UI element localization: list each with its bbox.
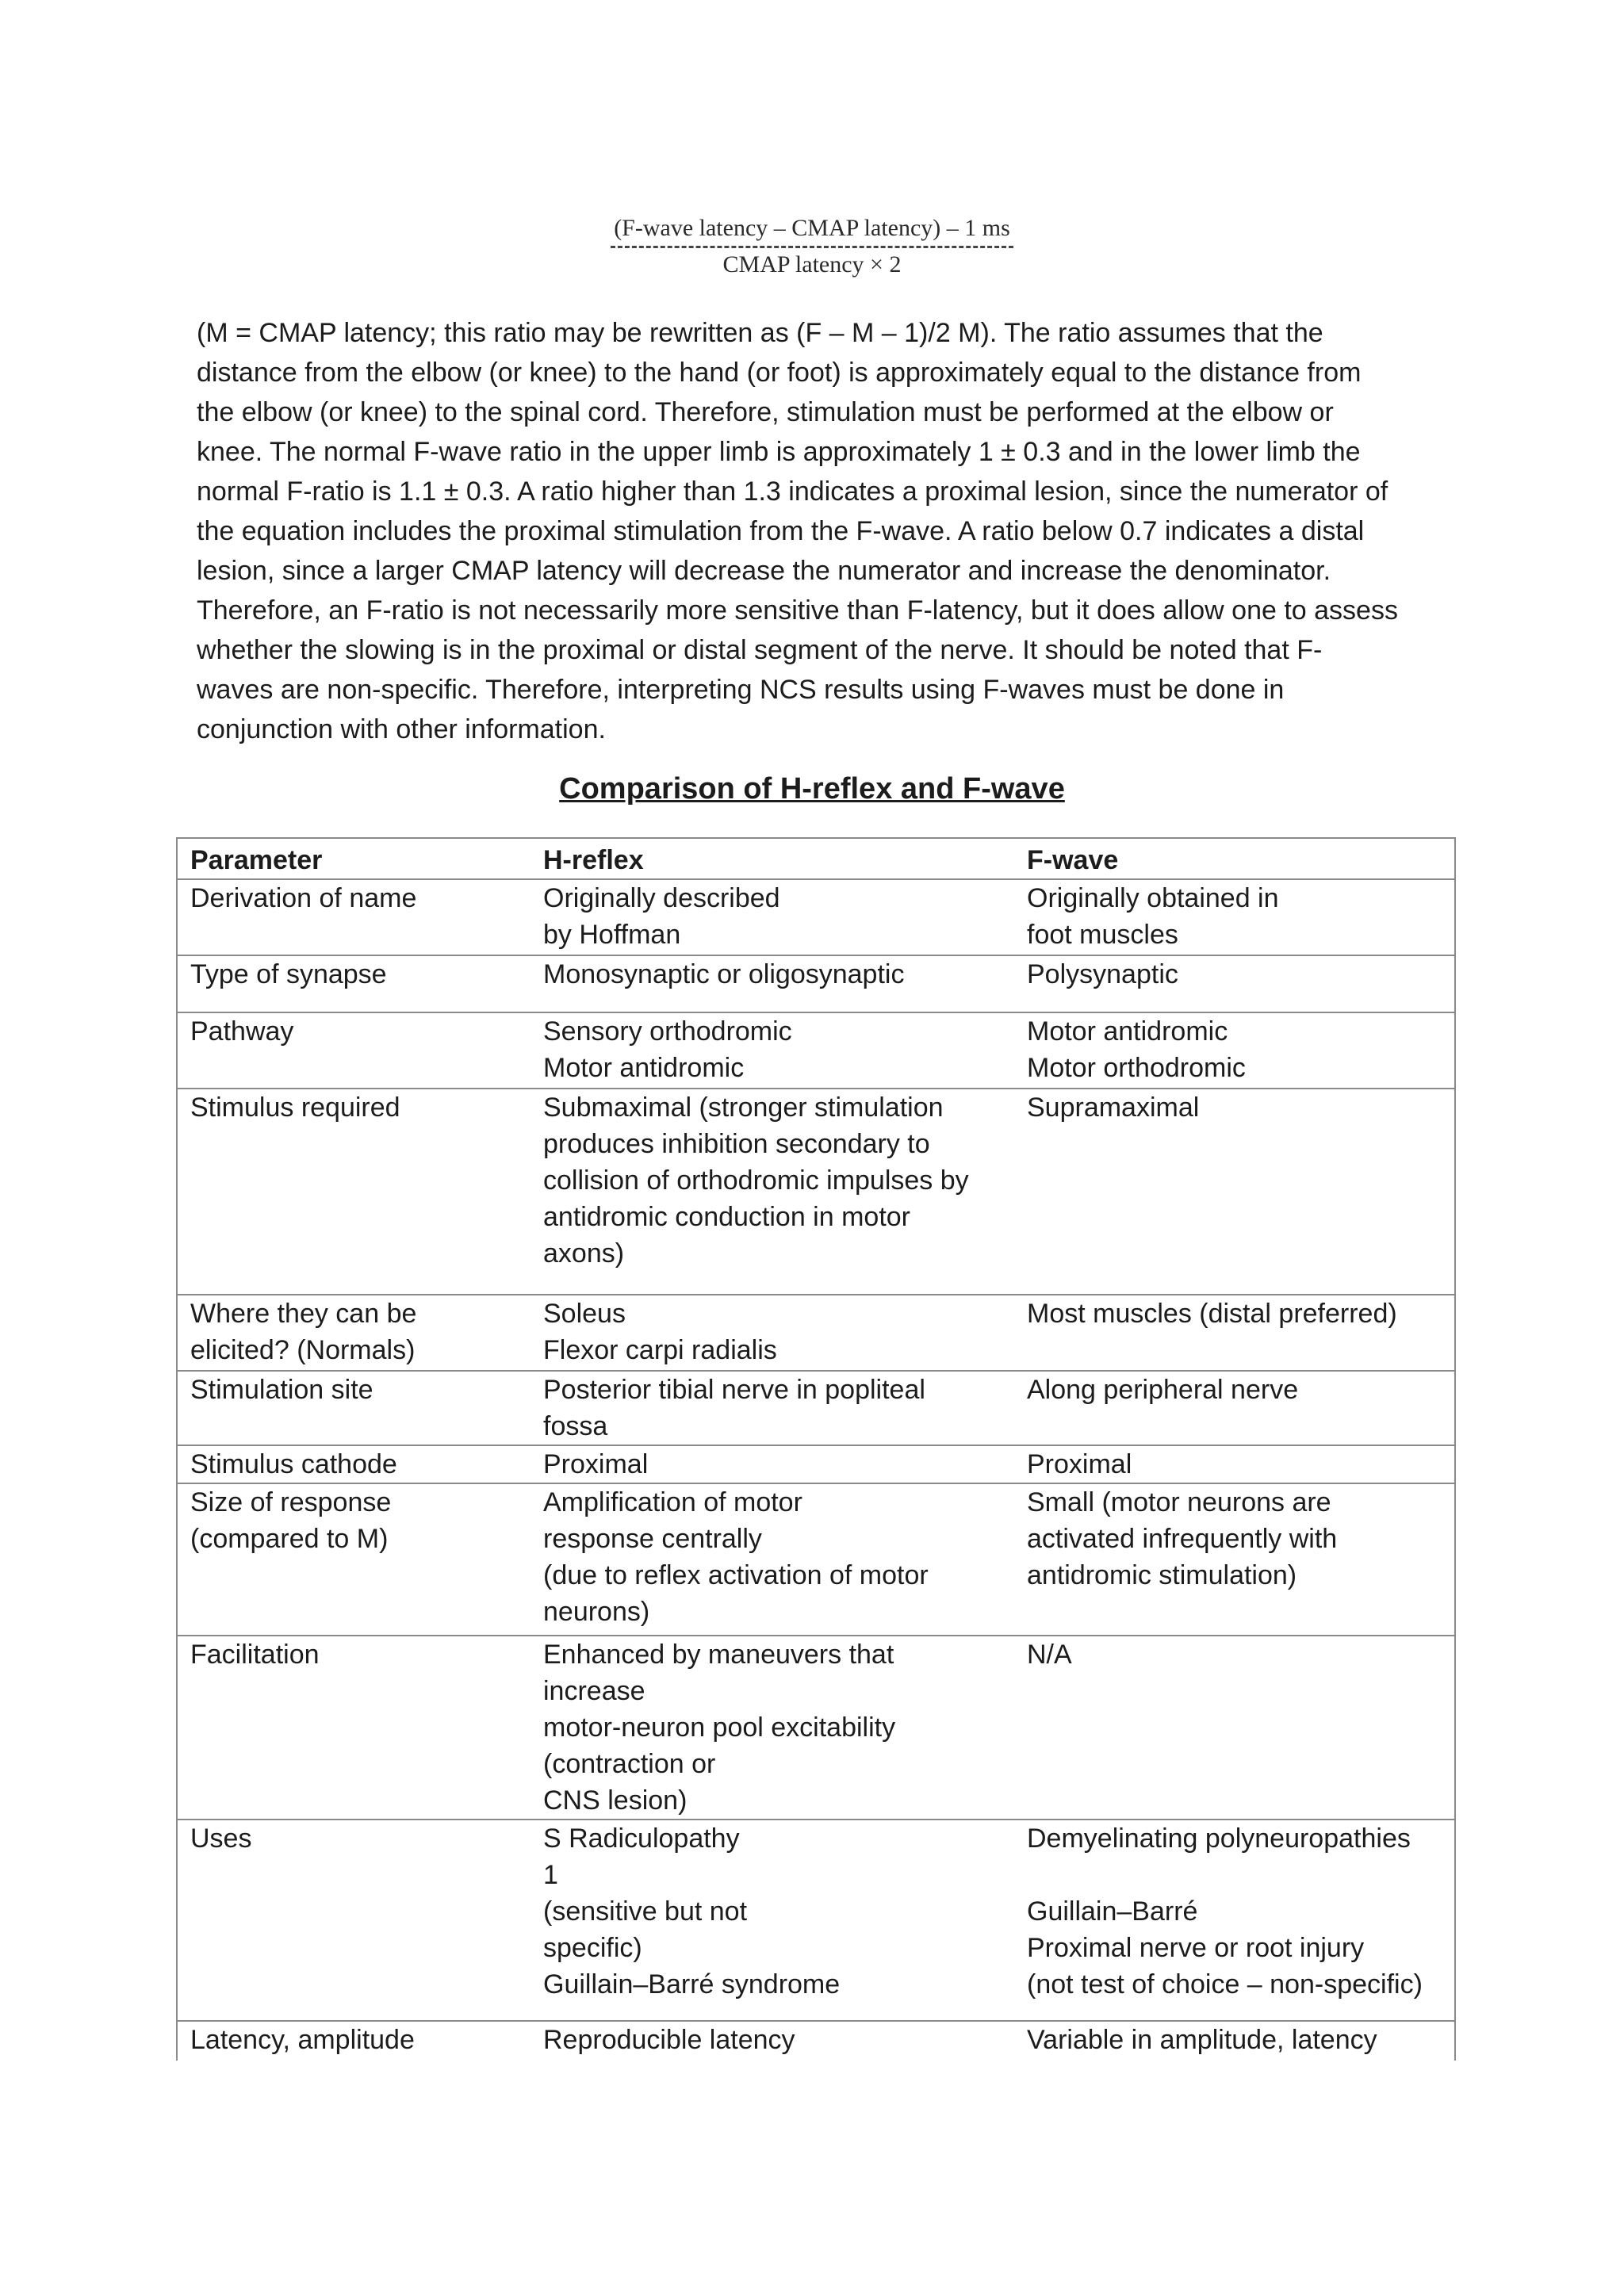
paragraph-line: whether the slowing is in the proximal or distal segment of the nerve. It should be noted that F- [197, 635, 1323, 665]
table-row [177, 2021, 1455, 2061]
table-row [177, 955, 1455, 1012]
cell-h-reflex: Posterior tibial nerve in popliteal fossa [543, 1375, 925, 1441]
cell-parameter: Pathway [190, 1016, 294, 1047]
table-row [177, 1089, 1455, 1295]
cell-parameter: Derivation of name [190, 883, 417, 913]
cell-f-wave: Originally obtained in foot muscles [1027, 883, 1279, 950]
paragraph-line: knee. The normal F-wave ratio in the upper limb is approximately 1 ± 0.3 and in the lower limb the [197, 437, 1361, 467]
cell-h-reflex: Soleus Flexor carpi radialis [543, 1299, 777, 1365]
cell-h-reflex: Amplification of motor response centrally (due to reflex activation of motor neurons) [543, 1487, 929, 1627]
paragraph-line: waves are non-specific. Therefore, interpreting NCS results using F-waves must be done in [197, 675, 1285, 705]
cell-parameter: Facilitation [190, 1640, 320, 1670]
cell-h-reflex: Proximal [543, 1449, 649, 1479]
cell-parameter: Stimulus cathode [190, 1449, 397, 1479]
formula-numerator: (F-wave latency – CMAP latency) – 1 ms [611, 214, 1013, 248]
cell-parameter: Type of synapse [190, 959, 387, 989]
table-row [177, 879, 1455, 955]
header-parameter: Parameter [177, 838, 530, 879]
paragraph-line: distance from the elbow (or knee) to the hand (or foot) is approximately equal to the distance from [197, 358, 1362, 388]
paragraph-line: (M = CMAP latency; this ratio may be rewritten as (F – M – 1)/2 M). The ratio assumes that the [197, 318, 1323, 348]
cell-f-wave: Variable in amplitude, latency [1027, 2025, 1377, 2055]
cell-f-wave: Polysynaptic [1027, 959, 1178, 989]
cell-f-wave: Motor antidromic Motor orthodromic [1027, 1016, 1246, 1083]
cell-h-reflex: Reproducible latency [543, 2025, 795, 2055]
paragraph-line: the elbow (or knee) to the spinal cord. Therefore, stimulation must be performed at the elbow or [197, 397, 1334, 427]
cell-f-wave: Demyelinating polyneuropathies Guillain–Barré Proximal nerve or root injury (not test of choice – non-specific) [1027, 1823, 1423, 1999]
table-row [177, 1483, 1455, 1636]
cell-parameter: Stimulation site [190, 1375, 373, 1405]
cell-h-reflex: Monosynaptic or oligosynaptic [543, 959, 905, 989]
header-f-wave: F-wave [1014, 838, 1455, 879]
cell-f-wave: Supramaximal [1027, 1093, 1200, 1123]
table-row [177, 1445, 1455, 1483]
cell-parameter: Where they can be elicited? (Normals) [190, 1299, 417, 1365]
f-ratio-formula [0, 214, 1624, 280]
cell-f-wave: Most muscles (distal preferred) [1027, 1299, 1397, 1329]
table-row [177, 1295, 1455, 1371]
table-row [177, 1820, 1455, 2021]
paragraph-line: the equation includes the proximal stimulation from the F-wave. A ratio below 0.7 indicates a distal [197, 516, 1365, 546]
table-row [177, 1012, 1455, 1089]
cell-f-wave: N/A [1027, 1640, 1072, 1670]
table-header-row [177, 838, 1455, 879]
cell-f-wave: Along peripheral nerve [1027, 1375, 1299, 1405]
table-title: Comparison of H-reflex and F-wave [559, 772, 1065, 806]
cell-h-reflex: Enhanced by maneuvers that increase motor-neuron pool excitability (contraction or CNS lesion) [543, 1640, 896, 1816]
cell-h-reflex: Originally described by Hoffman [543, 883, 780, 950]
cell-parameter: Stimulus required [190, 1093, 400, 1123]
cell-h-reflex: Submaximal (stronger stimulation produces inhibition secondary to collision of orthodromic impulses by antidromic conduction in motor axons) [543, 1093, 969, 1269]
paragraph-line: normal F-ratio is 1.1 ± 0.3. A ratio higher than 1.3 indicates a proximal lesion, since the numerator of [197, 476, 1388, 507]
explanation-paragraph [197, 313, 1434, 749]
cell-parameter: Size of response (compared to M) [190, 1487, 392, 1554]
cell-f-wave: Proximal [1027, 1449, 1132, 1479]
cell-h-reflex: Sensory orthodromic Motor antidromic [543, 1016, 792, 1083]
paragraph-line: conjunction with other information. [197, 714, 606, 744]
formula-denominator: CMAP latency × 2 [722, 251, 902, 277]
table-row [177, 1371, 1455, 1445]
comparison-table [176, 837, 1456, 2061]
cell-h-reflex: S Radiculopathy 1 (sensitive but not specific) Guillain–Barré syndrome [543, 1823, 841, 1999]
paragraph-line: Therefore, an F-ratio is not necessarily more sensitive than F-latency, but it does allow one to assess [197, 595, 1398, 626]
cell-parameter: Uses [190, 1823, 252, 1854]
header-h-reflex: H-reflex [530, 838, 1014, 879]
cell-parameter: Latency, amplitude [190, 2025, 415, 2055]
paragraph-line: lesion, since a larger CMAP latency will decrease the numerator and increase the denominator. [197, 556, 1331, 586]
cell-f-wave: Small (motor neurons are activated infrequently with antidromic stimulation) [1027, 1487, 1338, 1590]
table-row [177, 1636, 1455, 1820]
